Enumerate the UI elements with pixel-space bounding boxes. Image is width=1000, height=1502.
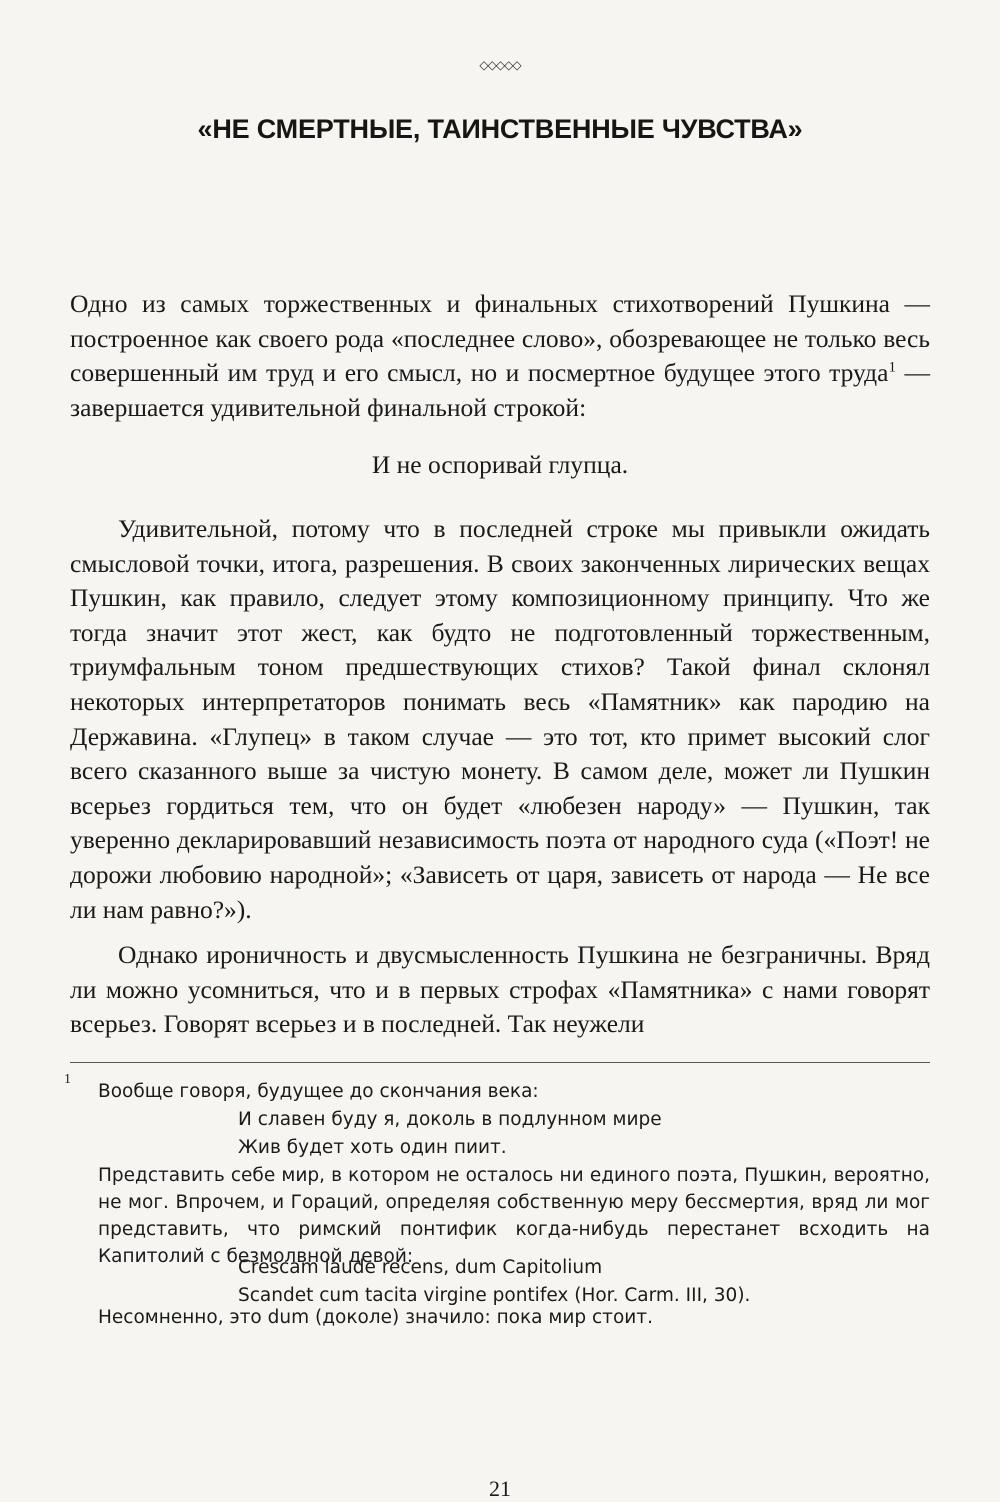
- footnote-reference[interactable]: 1: [888, 359, 896, 376]
- footnote-divider: [70, 1062, 930, 1063]
- paragraph-3: Однако ироничность и двусмысленность Пушкина не безграничны. Вряд ли можно усомниться, что и в первых строфах «Памятника» с нами говорят всерьез. Говорят всерьез и в последней. Так неужели: [70, 940, 930, 1039]
- chapter-title: «НЕ СМЕРТНЫЕ, ТАИНСТВЕННЫЕ ЧУВСТВА»: [197, 114, 803, 144]
- paragraph-1-text-a: Одно из самых торжественных и финальных стихотворений Пушкина — построенное как своего рода «последнее слово», обозревающее не только весь совершенный им труд и его смысл, но и посмертное будущее этого труда: [70, 289, 930, 388]
- footnote-mark: 1: [64, 1072, 71, 1087]
- paragraph-1-text-b: — завершается удивительной финальной строкой:: [70, 358, 931, 422]
- footnote-verse-2: Жив будет хоть один пиит.: [238, 1137, 507, 1158]
- ornament-diamonds: ◇◇◇◇◇: [479, 58, 521, 72]
- footnote-line-1: Вообще говоря, будущее до скончания века:: [98, 1081, 539, 1102]
- footnote-paragraph: Представить себе мир, в котором не осталось ни единого поэта, Пушкин, вероятно, не мог. Впрочем, и Гораций, определяя собственную меру бессмертия, вряд ли мог представить, что римский понтифик когда-нибудь перестанет всходить на Капитолий с безмолвной девой:: [98, 1165, 930, 1267]
- quoted-verse: И не оспоривай глупца.: [371, 450, 629, 479]
- footnote-last-line: Несомненно, это dum (доколе) значило: пока мир стоит.: [98, 1307, 653, 1328]
- paragraph-1: [70, 287, 930, 425]
- footnote-verse-3: Crescam laude recens, dum Capitolium: [238, 1257, 603, 1278]
- page-number: 21: [489, 1476, 511, 1501]
- footnote-verse-1: И славен буду я, доколь в подлунном мире: [238, 1109, 662, 1130]
- paragraph-2: Удивительной, потому что в последней строке мы привыкли ожидать смысловой точки, итога, разрешения. В своих законченных лирических вещах Пушкин, как правило, следует этому композиционному принципу. Что же тогда значит этот жест, как будто не подготовленный торжественным, триумфальным тоном предшествующих стихов? Такой финал склонял некоторых интерпретаторов понимать весь «Памятник» как пародию на Державина. «Глупец» в таком случае — это тот, кто примет высокий слог всего сказанного выше за чистую монету. В самом деле, может ли Пушкин всерьез гордиться тем, что он будет «любезен народу» — Пушкин, так уверенно декларировавший независимость поэта от народного суда («Поэт! не дорожи любовию народной»; «Зависеть от царя, зависеть от народа — Не все ли нам равно?»).: [70, 514, 930, 924]
- footnote-verse-4: Scandet cum tacita virgine pontifex (Hor. Carm. III, 30).: [238, 1285, 751, 1306]
